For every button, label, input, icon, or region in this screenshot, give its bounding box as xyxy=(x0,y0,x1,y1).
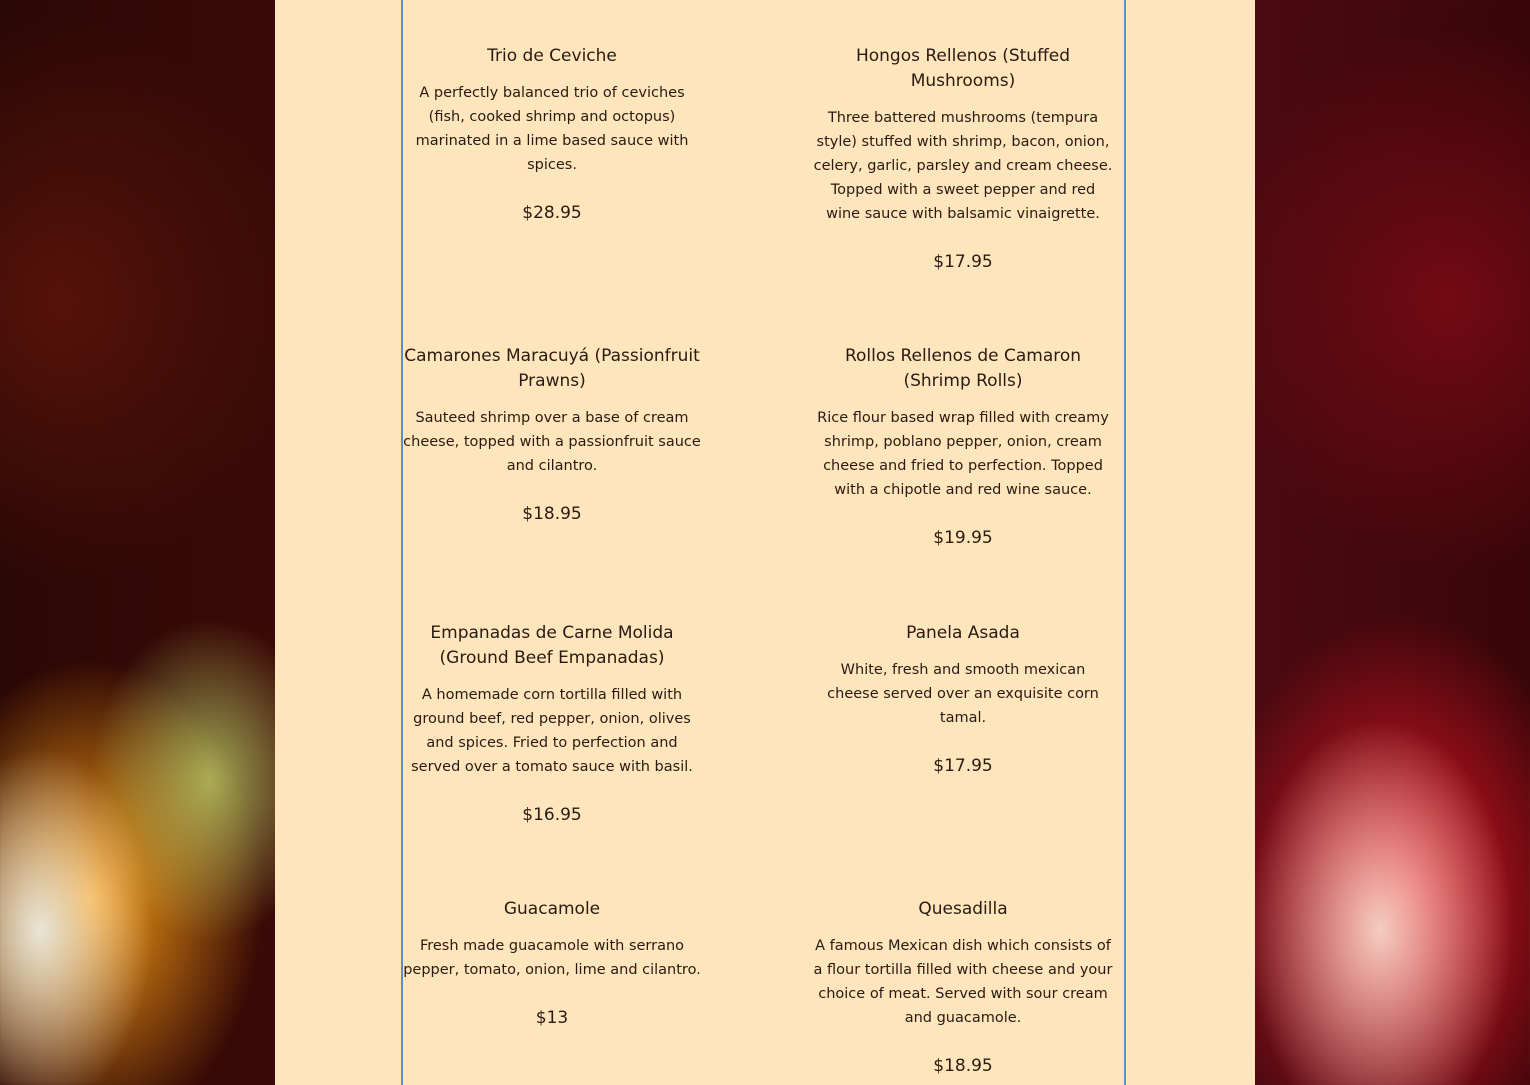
menu-item-description: Fresh made guacamole with serrano pepper, tomato, onion, lime and cilantro. xyxy=(403,938,701,978)
menu-item-description: A homemade corn tortilla filled with ground beef, red pepper, onion, olives and spices. Fried to perfection and served over a tomato sauce with basil. xyxy=(411,687,693,775)
menu-item-title: Hongos Rellenos (Stuffed Mushrooms) xyxy=(855,46,1071,91)
menu-item-title: Quesadilla xyxy=(918,899,1008,919)
menu-item-title: Camarones Maracuyá (Passionfruit Prawns) xyxy=(404,346,700,391)
menu-item-empanadas xyxy=(402,621,702,828)
menu-item-guacamole xyxy=(402,897,702,1031)
menu-item-quesadilla xyxy=(813,897,1113,1079)
menu-item-rollos-rellenos xyxy=(813,344,1113,551)
menu-item-price: $19.95 xyxy=(933,528,993,548)
menu-item-trio-de-ceviche xyxy=(402,44,702,226)
menu-item-price: $16.95 xyxy=(522,805,582,825)
menu-item-price: $18.95 xyxy=(933,1056,993,1076)
menu-item-description: White, fresh and smooth mexican cheese served over an exquisite corn tamal. xyxy=(827,662,1099,726)
menu-item-title: Trio de Ceviche xyxy=(487,46,617,66)
menu-item-title: Rollos Rellenos de Camaron (Shrimp Rolls) xyxy=(844,346,1082,391)
menu-item-hongos-rellenos xyxy=(813,44,1113,275)
menu-item-description: A famous Mexican dish which consists of a flour tortilla filled with cheese and your choice of meat. Served with sour cream and guacamole. xyxy=(813,938,1113,1026)
menu-item-description: Three battered mushrooms (tempura style) stuffed with shrimp, bacon, onion, celery, garlic, parsley and cream cheese. Topped with a sweet pepper and red wine sauce with balsamic vinaigrette. xyxy=(813,110,1113,222)
menu-item-camarones-maracuya xyxy=(402,344,702,527)
menu-item-description: Sauteed shrimp over a base of cream cheese, topped with a passionfruit sauce and cilantro. xyxy=(403,410,701,474)
menu-item-description: A perfectly balanced trio of ceviches (fish, cooked shrimp and octopus) marinated in a lime based sauce with spices. xyxy=(415,85,689,173)
menu-item-panela-asada xyxy=(813,621,1113,779)
menu-item-title: Panela Asada xyxy=(906,623,1020,643)
menu-item-price: $17.95 xyxy=(933,252,993,272)
menu-item-title: Empanadas de Carne Molida (Ground Beef Empanadas) xyxy=(430,623,674,668)
menu-item-price: $28.95 xyxy=(522,203,582,223)
menu-item-description: Rice flour based wrap filled with creamy shrimp, poblano pepper, onion, cream cheese and fried to perfection. Topped with a chipotle and red wine sauce. xyxy=(817,410,1109,498)
menu-item-price: $17.95 xyxy=(933,756,993,776)
menu-item-price: $18.95 xyxy=(522,504,582,524)
menu-item-price: $13 xyxy=(535,1008,569,1028)
menu-item-title: Guacamole xyxy=(503,899,601,919)
